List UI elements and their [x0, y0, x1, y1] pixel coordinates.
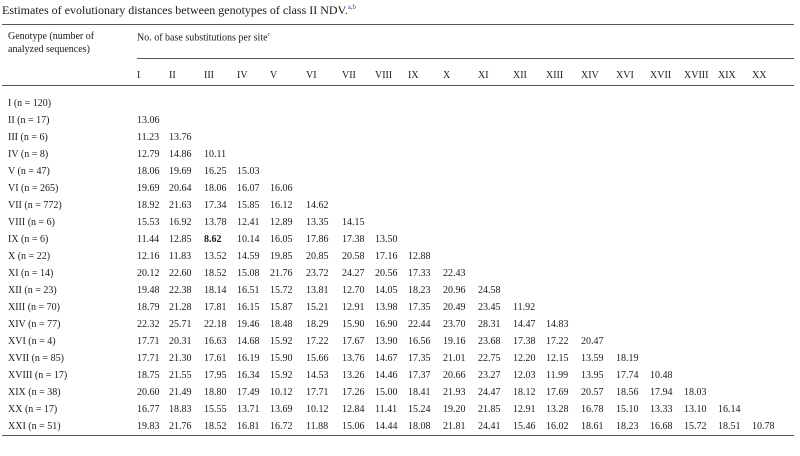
table-cell: 13.28: [546, 404, 569, 415]
table-cell: 22.75: [478, 353, 501, 364]
table-cell: 19.48: [137, 285, 160, 296]
column-header: XVI: [616, 70, 634, 81]
table-cell: 16.77: [137, 404, 160, 415]
table-cell: 24.41: [478, 421, 501, 432]
table-cell: 11.23: [137, 132, 160, 143]
table-cell: 11.92: [513, 302, 536, 313]
table-cell: 15.72: [270, 285, 293, 296]
table-cell: 15.10: [616, 404, 639, 415]
table-cell: 25.71: [169, 319, 192, 330]
table-cell: 15.03: [237, 166, 260, 177]
table-cell: 22.44: [408, 319, 431, 330]
column-header: IV: [237, 70, 248, 81]
table-cell: 20.57: [581, 387, 604, 398]
column-header: XI: [478, 70, 489, 81]
table-cell: 13.35: [306, 217, 329, 228]
table-cell: 20.96: [443, 285, 466, 296]
table-cell: 17.38: [513, 336, 536, 347]
table-cell: 13.33: [650, 404, 673, 415]
table-cell: 18.52: [204, 421, 227, 432]
table-cell: 17.67: [342, 336, 365, 347]
table-cell: 14.44: [375, 421, 398, 432]
table-cell: 16.34: [237, 370, 260, 381]
column-header: V: [270, 70, 278, 81]
table-cell: 13.10: [684, 404, 707, 415]
table-cell: 15.90: [342, 319, 365, 330]
table-cell: 15.00: [375, 387, 398, 398]
row-label: XVI (n = 4): [8, 336, 56, 347]
table-cell: 18.19: [616, 353, 639, 364]
table-cell: 15.92: [270, 370, 293, 381]
bottom-rule: [2, 435, 794, 436]
row-label: VI (n = 265): [8, 183, 59, 194]
row-label: IX (n = 6): [8, 234, 49, 245]
table-cell: 10.14: [237, 234, 260, 245]
table-cell: 10.12: [306, 404, 329, 415]
table-cell: 18.61: [581, 421, 604, 432]
table-cell: 14.59: [237, 251, 260, 262]
table-cell: 21.81: [443, 421, 466, 432]
table-cell: 14.15: [342, 217, 365, 228]
table-cell: 13.76: [169, 132, 192, 143]
table-cell: 18.03: [684, 387, 707, 398]
table-cell: 16.78: [581, 404, 604, 415]
row-label: XXI (n = 51): [8, 421, 61, 432]
table-cell: 11.99: [546, 370, 569, 381]
table-cell: 17.86: [306, 234, 329, 245]
table-cell: 14.46: [375, 370, 398, 381]
table-cell: 15.24: [408, 404, 431, 415]
table-cell: 12.15: [546, 353, 569, 364]
row-label: XIV (n = 77): [8, 319, 61, 330]
table-cell: 18.92: [137, 200, 160, 211]
table-cell: 12.88: [408, 251, 431, 262]
table-cell: 17.95: [204, 370, 227, 381]
table-cell: 16.56: [408, 336, 431, 347]
table-cell: 12.16: [137, 251, 160, 262]
column-header: XVII: [650, 70, 672, 81]
table-cell: 11.44: [137, 234, 160, 245]
table-cell: 16.68: [650, 421, 673, 432]
table-cell: 13.52: [204, 251, 227, 262]
table-cell: 10.11: [204, 149, 227, 160]
table-cell: 12.20: [513, 353, 536, 364]
table-cell: 20.58: [342, 251, 365, 262]
table-cell: 17.74: [616, 370, 639, 381]
table-cell: 17.81: [204, 302, 227, 313]
table-cell: 14.47: [513, 319, 536, 330]
table-cell: 13.78: [204, 217, 227, 228]
table-cell: 15.72: [684, 421, 707, 432]
table-cell: 16.51: [237, 285, 260, 296]
table-cell: 18.48: [270, 319, 293, 330]
row-label: VII (n = 772): [8, 200, 62, 211]
table-cell: 16.15: [237, 302, 260, 313]
spanner-rule: [137, 58, 794, 59]
table-cell: 19.85: [270, 251, 293, 262]
table-cell: 13.95: [581, 370, 604, 381]
table-cell: 14.53: [306, 370, 329, 381]
table-cell: 19.69: [137, 183, 160, 194]
table-cell: 15.08: [237, 268, 260, 279]
table-cell: 17.38: [342, 234, 365, 245]
table-cell: 10.78: [752, 421, 775, 432]
table-cell: 19.20: [443, 404, 466, 415]
table-cell: 18.14: [204, 285, 227, 296]
table-cell: 15.46: [513, 421, 536, 432]
column-header: XII: [513, 70, 527, 81]
table-cell: 16.92: [169, 217, 192, 228]
table-cell: 18.51: [718, 421, 741, 432]
table-cell: 17.34: [204, 200, 227, 211]
table-cell: 16.02: [546, 421, 569, 432]
table-cell: 11.88: [306, 421, 329, 432]
table-cell: 20.85: [306, 251, 329, 262]
table-cell: 20.49: [443, 302, 466, 313]
table-cell: 13.59: [581, 353, 604, 364]
table-cell: 23.72: [306, 268, 329, 279]
table-cell: 13.76: [342, 353, 365, 364]
row-label: XVIII (n = 17): [8, 370, 68, 381]
table-caption: Estimates of evolutionary distances between genotypes of class II NDV.$^{a,b}$: [2, 3, 357, 17]
table-cell: 21.28: [169, 302, 192, 313]
header-rule: [2, 85, 794, 86]
row-label: I (n = 120): [8, 98, 52, 109]
table-cell: 17.16: [375, 251, 398, 262]
table-cell: 13.98: [375, 302, 398, 313]
table-cell: 21.93: [443, 387, 466, 398]
table-cell: 15.92: [270, 336, 293, 347]
genotype-column-header: Genotype (number of analyzed sequences): [8, 31, 95, 55]
table-cell: 13.50: [375, 234, 398, 245]
table-cell: 15.90: [270, 353, 293, 364]
table-cell: 18.41: [408, 387, 431, 398]
table-cell: 15.21: [306, 302, 329, 313]
table-cell: 17.35: [408, 353, 431, 364]
column-header: XIV: [581, 70, 599, 81]
row-label: III (n = 6): [8, 132, 48, 143]
table-cell: 16.63: [204, 336, 227, 347]
table-cell: 20.60: [137, 387, 160, 398]
table-cell: 18.06: [137, 166, 160, 177]
column-header: I: [137, 70, 141, 81]
table-cell: 14.83: [546, 319, 569, 330]
column-header: XVIII: [684, 70, 709, 81]
row-label: II (n = 17): [8, 115, 50, 126]
table-cell: 17.26: [342, 387, 365, 398]
table-cell: 15.87: [270, 302, 293, 313]
table-cell: 17.49: [237, 387, 260, 398]
table-cell: 19.46: [237, 319, 260, 330]
table-cell: 10.12: [270, 387, 293, 398]
table-cell: 16.25: [204, 166, 227, 177]
table-cell: 13.71: [237, 404, 260, 415]
table-cell: 17.35: [408, 302, 431, 313]
table-cell: 14.62: [306, 200, 329, 211]
top-rule: [2, 24, 794, 25]
table-cell: 16.12: [270, 200, 293, 211]
table-cell: 18.12: [513, 387, 536, 398]
table-cell: 20.47: [581, 336, 604, 347]
column-header: X: [443, 70, 451, 81]
table-cell: 19.83: [137, 421, 160, 432]
table-cell: 22.18: [204, 319, 227, 330]
table-cell: 18.23: [408, 285, 431, 296]
table-cell: 13.69: [270, 404, 293, 415]
table-cell: 17.22: [306, 336, 329, 347]
table-cell: 18.75: [137, 370, 160, 381]
row-label: V (n = 47): [8, 166, 50, 177]
table-cell: 20.56: [375, 268, 398, 279]
table-cell: 18.08: [408, 421, 431, 432]
table-cell: 22.43: [443, 268, 466, 279]
table-cell: 17.71: [306, 387, 329, 398]
row-label: XX (n = 17): [8, 404, 58, 415]
table-cell: 21.55: [169, 370, 192, 381]
row-label: IV (n = 8): [8, 149, 49, 160]
table-cell: 18.56: [616, 387, 639, 398]
row-label: VIII (n = 6): [8, 217, 56, 228]
table-cell: 23.68: [478, 336, 501, 347]
row-label: XIX (n = 38): [8, 387, 61, 398]
table-cell: 12.89: [270, 217, 293, 228]
row-label: XVII (n = 85): [8, 353, 64, 364]
table-cell: 13.81: [306, 285, 329, 296]
table-cell: 16.06: [270, 183, 293, 194]
table-cell: 14.67: [375, 353, 398, 364]
table-cell: 19.16: [443, 336, 466, 347]
table-cell: 28.31: [478, 319, 501, 330]
table-cell: 11.41: [375, 404, 398, 415]
table-cell: 24.58: [478, 285, 501, 296]
column-header: VIII: [375, 70, 393, 81]
table-cell: 17.37: [408, 370, 431, 381]
table-cell: 13.06: [137, 115, 160, 126]
table-cell: 23.45: [478, 302, 501, 313]
table-cell: 15.06: [342, 421, 365, 432]
table-cell: 15.66: [306, 353, 329, 364]
column-header: XIX: [718, 70, 736, 81]
table-cell: 15.55: [204, 404, 227, 415]
table-cell: 17.71: [137, 353, 160, 364]
row-label: X (n = 22): [8, 251, 51, 262]
table-cell: 17.71: [137, 336, 160, 347]
table-cell: 18.83: [169, 404, 192, 415]
table-cell: 18.06: [204, 183, 227, 194]
table-cell: 22.32: [137, 319, 160, 330]
table-cell: 18.79: [137, 302, 160, 313]
table-cell: 21.76: [270, 268, 293, 279]
table-cell: 23.70: [443, 319, 466, 330]
table-cell: 18.29: [306, 319, 329, 330]
table-cell: 20.12: [137, 268, 160, 279]
column-header: XX: [752, 70, 767, 81]
table-cell: 21.30: [169, 353, 192, 364]
column-header: II: [169, 70, 176, 81]
table-cell: 14.86: [169, 149, 192, 160]
table-cell: 11.83: [169, 251, 192, 262]
table-cell: 14.05: [375, 285, 398, 296]
caption-footnote-marker: a,b: [347, 3, 357, 11]
row-label: XII (n = 23): [8, 285, 57, 296]
table-cell: 8.62: [204, 234, 222, 245]
table-cell: 21.76: [169, 421, 192, 432]
table-cell: 23.27: [478, 370, 501, 381]
row-label: XI (n = 14): [8, 268, 54, 279]
table-cell: 18.80: [204, 387, 227, 398]
table-cell: 12.91: [342, 302, 365, 313]
table-cell: 14.68: [237, 336, 260, 347]
table-cell: 16.81: [237, 421, 260, 432]
table-cell: 12.91: [513, 404, 536, 415]
table-cell: 17.94: [650, 387, 673, 398]
table-cell: 13.26: [342, 370, 365, 381]
substitutions-footnote-marker: c: [267, 32, 271, 38]
table-cell: 15.85: [237, 200, 260, 211]
table-cell: 20.66: [443, 370, 466, 381]
table-cell: 16.14: [718, 404, 741, 415]
table-cell: 17.61: [204, 353, 227, 364]
table-cell: 22.38: [169, 285, 192, 296]
table-cell: 13.90: [375, 336, 398, 347]
table-cell: 20.64: [169, 183, 192, 194]
table-cell: 16.19: [237, 353, 260, 364]
column-header: XIII: [546, 70, 564, 81]
table-cell: 16.72: [270, 421, 293, 432]
table-cell: 17.69: [546, 387, 569, 398]
column-header: IX: [408, 70, 419, 81]
table-cell: 18.23: [616, 421, 639, 432]
table-cell: 17.22: [546, 336, 569, 347]
table-cell: 12.85: [169, 234, 192, 245]
column-header: VII: [342, 70, 356, 81]
table-cell: 12.70: [342, 285, 365, 296]
table-cell: 16.07: [237, 183, 260, 194]
table-cell: 16.90: [375, 319, 398, 330]
table-cell: 24.47: [478, 387, 501, 398]
table-cell: 15.53: [137, 217, 160, 228]
table-cell: 21.85: [478, 404, 501, 415]
table-cell: 22.60: [169, 268, 192, 279]
table-cell: 12.84: [342, 404, 365, 415]
table-cell: 19.69: [169, 166, 192, 177]
table-cell: 17.33: [408, 268, 431, 279]
table-cell: 16.05: [270, 234, 293, 245]
row-label: XIII (n = 70): [8, 302, 61, 313]
table-cell: 12.79: [137, 149, 160, 160]
substitutions-header: No. of base substitutions per site$^c$: [137, 32, 271, 44]
table-cell: 10.48: [650, 370, 673, 381]
table-cell: 20.31: [169, 336, 192, 347]
table-cell: 21.49: [169, 387, 192, 398]
table-cell: 21.01: [443, 353, 466, 364]
table-cell: 18.52: [204, 268, 227, 279]
table-cell: 24.27: [342, 268, 365, 279]
table-cell: 21.63: [169, 200, 192, 211]
column-header: III: [204, 70, 214, 81]
column-header: VI: [306, 70, 317, 81]
table-cell: 12.03: [513, 370, 536, 381]
table-cell: 12.41: [237, 217, 260, 228]
